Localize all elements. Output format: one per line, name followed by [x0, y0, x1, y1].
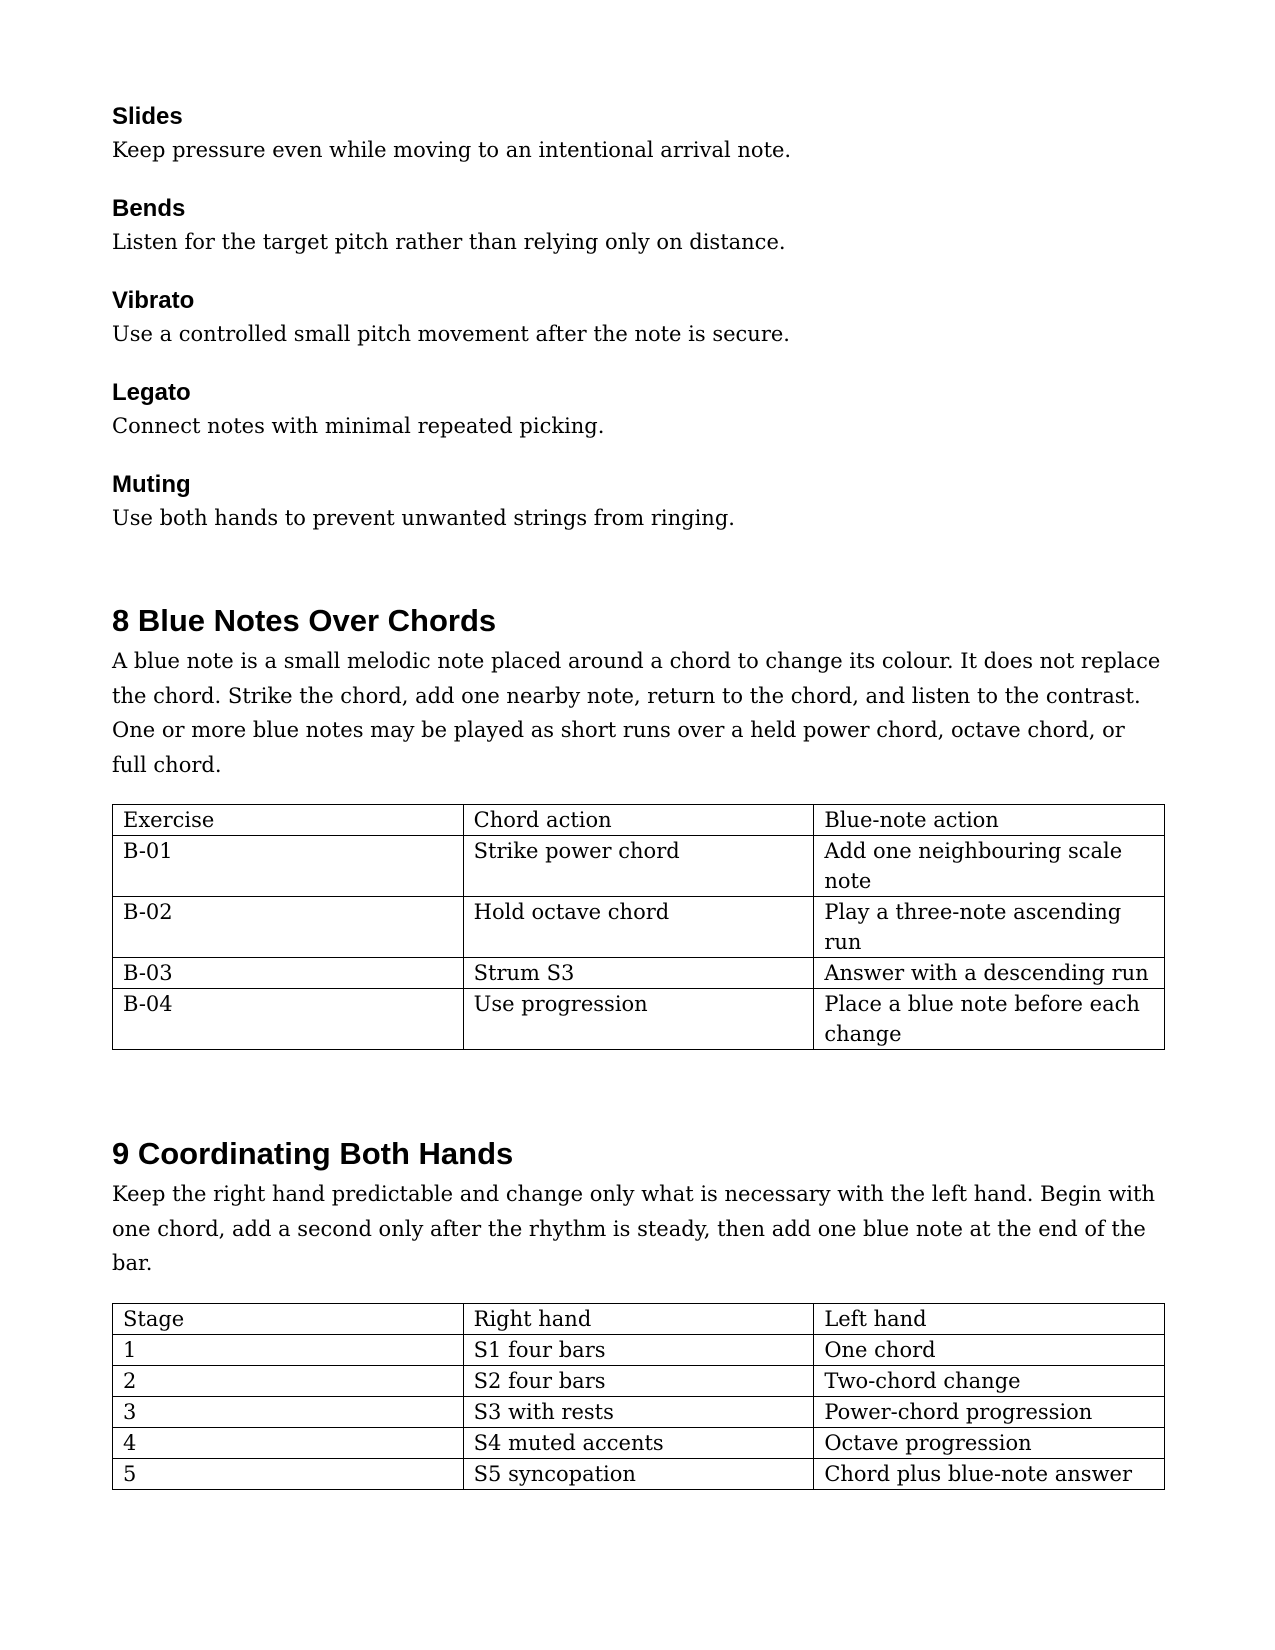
technique-description: Use both hands to prevent unwanted strings from ringing.: [112, 506, 735, 530]
technique-item: [112, 470, 1164, 534]
technique-description: Listen for the target pitch rather than relying only on distance.: [112, 230, 786, 254]
table-cell: Add one neighbouring scale note: [814, 836, 1165, 897]
technique-description: Keep pressure even while moving to an intentional arrival note.: [112, 138, 792, 162]
table-cell: Place a blue note before each change: [814, 989, 1165, 1050]
section-paragraph: Keep the right hand predictable and change only what is necessary with the left hand. Begin with one chord, add a second only after the rhythm is steady, then add one blue note at the end of the bar.: [112, 1182, 1155, 1275]
table-cell: Chord plus blue-note answer: [814, 1458, 1165, 1489]
table-row: [113, 1334, 1165, 1365]
table-cell: 4: [113, 1427, 464, 1458]
table-cell: B-02: [113, 897, 464, 958]
table-cell: S1 four bars: [463, 1334, 814, 1365]
technique-description: Use a controlled small pitch movement after the note is secure.: [112, 322, 790, 346]
document-page: [112, 102, 1164, 1486]
technique-item: [112, 286, 1164, 350]
table-cell: B-01: [113, 836, 464, 897]
table-row: [113, 1458, 1165, 1489]
table-row: [113, 836, 1165, 897]
table-cell: Strum S3: [463, 958, 814, 989]
technique-term: Slides: [112, 103, 183, 130]
table-cell: 2: [113, 1365, 464, 1396]
section-blue-notes: [112, 602, 1164, 1050]
table-header-cell: Exercise: [113, 805, 464, 836]
coordination-table: [112, 1303, 1165, 1490]
table-cell: One chord: [814, 1334, 1165, 1365]
technique-list: [112, 102, 1164, 534]
technique-term: Bends: [112, 195, 186, 222]
table-cell: S5 syncopation: [463, 1458, 814, 1489]
table-header-cell: Stage: [113, 1303, 464, 1334]
table-cell: Answer with a descending run: [814, 958, 1165, 989]
table-cell: S2 four bars: [463, 1365, 814, 1396]
table-row: [113, 1427, 1165, 1458]
section-paragraph: A blue note is a small melodic note placed around a chord to change its colour. It does not replace the chord. Strike the chord, add one nearby note, return to the chord, and listen to the contrast. One or more blue notes may be played as short runs over a held power chord, octave chord, or full chord.: [112, 649, 1161, 777]
table-header-row: [113, 805, 1165, 836]
blue-notes-table: [112, 804, 1165, 1050]
table-cell: 1: [113, 1334, 464, 1365]
technique-description: Connect notes with minimal repeated picking.: [112, 414, 605, 438]
technique-item: [112, 194, 1164, 258]
table-cell: S4 muted accents: [463, 1427, 814, 1458]
table-header-cell: Right hand: [463, 1303, 814, 1334]
table-cell: Hold octave chord: [463, 897, 814, 958]
section-heading: 8 Blue Notes Over Chords: [112, 603, 497, 638]
table-row: [113, 1396, 1165, 1427]
table-row: [113, 958, 1165, 989]
table-cell: Octave progression: [814, 1427, 1165, 1458]
table-cell: Use progression: [463, 989, 814, 1050]
table-cell: Play a three-note ascending run: [814, 897, 1165, 958]
table-cell: 5: [113, 1458, 464, 1489]
technique-term: Legato: [112, 379, 191, 406]
table-cell: S3 with rests: [463, 1396, 814, 1427]
technique-term: Vibrato: [112, 287, 195, 314]
table-header-cell: Blue-note action: [814, 805, 1165, 836]
table-row: [113, 989, 1165, 1050]
technique-item: [112, 378, 1164, 442]
section-heading: 9 Coordinating Both Hands: [112, 1136, 514, 1171]
table-cell: B-03: [113, 958, 464, 989]
technique-item: [112, 102, 1164, 166]
technique-term: Muting: [112, 471, 191, 498]
table-row: [113, 1365, 1165, 1396]
table-header-cell: Chord action: [463, 805, 814, 836]
table-row: [113, 897, 1165, 958]
table-header-cell: Left hand: [814, 1303, 1165, 1334]
table-cell: B-04: [113, 989, 464, 1050]
section-coordinating-hands: [112, 1135, 1164, 1490]
table-cell: Strike power chord: [463, 836, 814, 897]
table-header-row: [113, 1303, 1165, 1334]
table-cell: 3: [113, 1396, 464, 1427]
table-cell: Two-chord change: [814, 1365, 1165, 1396]
table-cell: Power-chord progression: [814, 1396, 1165, 1427]
